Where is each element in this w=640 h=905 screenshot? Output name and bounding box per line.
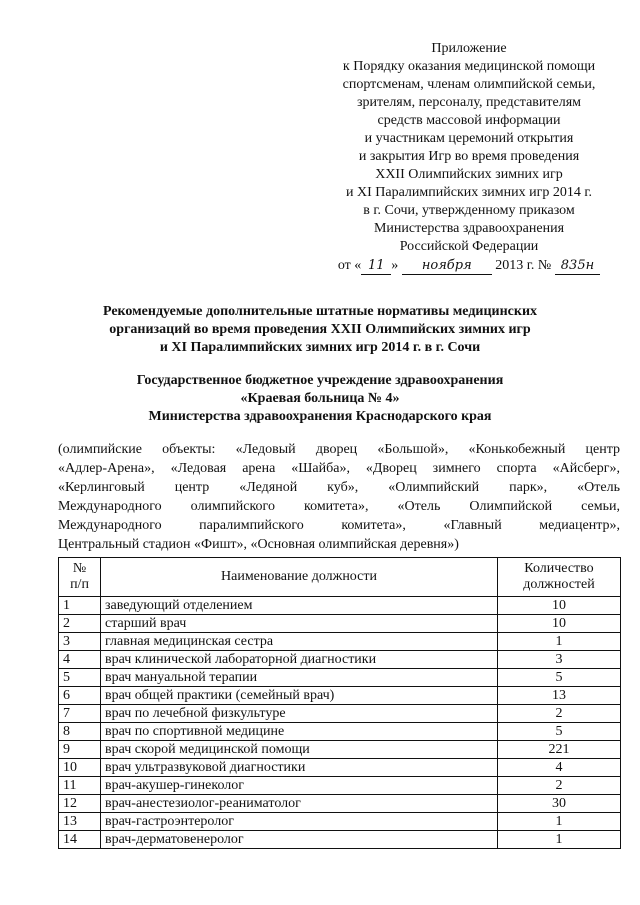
row-number: 12 [59,795,101,813]
table-row [59,741,621,759]
institution-line: «Краевая больница № 4» [240,391,400,406]
objects-line: «Керлинговый центр «Ледяной куб», «Олимпийский парк», «Отель [58,480,620,495]
table-row [59,597,621,615]
row-position-name: врач мануальной терапии [101,669,498,687]
order-reference [310,257,628,275]
appendix-line: и участникам церемоний открытия [364,131,574,146]
table-body [59,597,621,849]
olympic-objects-paragraph [58,440,620,554]
row-position-name: заведующий отделением [101,597,498,615]
title-line: организаций во время проведения XXII Олимпийских зимних игр [109,322,531,337]
appendix-line: Приложение [431,41,507,56]
row-quantity: 2 [498,777,621,795]
row-quantity: 1 [498,633,621,651]
row-quantity: 1 [498,813,621,831]
row-position-name: врач по спортивной медицине [101,723,498,741]
row-quantity: 221 [498,741,621,759]
table-row [59,651,621,669]
row-position-name: врач по лечебной физкультуре [101,705,498,723]
table-row [59,759,621,777]
row-position-name: врач скорой медицинской помощи [101,741,498,759]
order-year: 2013 г. № [491,258,555,273]
table-row [59,669,621,687]
row-quantity: 13 [498,687,621,705]
row-quantity: 1 [498,831,621,849]
appendix-line: и XI Паралимпийских зимних игр 2014 г. [345,185,592,200]
row-position-name: старший врач [101,615,498,633]
row-position-name: врач ультразвуковой диагностики [101,759,498,777]
institution-line: Государственное бюджетное учреждение здравоохранения [136,373,504,388]
appendix-line: Российской Федерации [399,239,539,254]
row-quantity: 10 [498,615,621,633]
row-number: 3 [59,633,101,651]
table-header [59,558,621,597]
row-number: 13 [59,813,101,831]
row-number: 1 [59,597,101,615]
row-quantity: 10 [498,597,621,615]
row-number: 11 [59,777,101,795]
row-quantity: 2 [498,705,621,723]
row-position-name: врач клинической лабораторной диагностики [101,651,498,669]
row-position-name: врач общей практики (семейный врач) [101,687,498,705]
row-position-name: врач-дерматовенеролог [101,831,498,849]
objects-line: Международного олимпийского комитета», «Отель Олимпийской семьи, [58,499,620,514]
order-month: ноября [402,258,492,275]
row-quantity: 5 [498,723,621,741]
header-quantity: Количество должностей [498,558,621,597]
table-row [59,795,621,813]
table-row [59,813,621,831]
institution-line: Министерства здравоохранения Краснодарского края [148,409,492,424]
row-position-name: врач-анестезиолог-реаниматолог [101,795,498,813]
institution-heading [20,372,620,426]
row-number: 10 [59,759,101,777]
staff-table [58,557,621,849]
table-row [59,633,621,651]
order-number: 835н [555,258,600,275]
row-quantity: 5 [498,669,621,687]
row-number: 2 [59,615,101,633]
row-position-name: врач-гастроэнтеролог [101,813,498,831]
row-number: 6 [59,687,101,705]
appendix-line: Министерства здравоохранения [373,221,565,236]
appendix-line: зрителям, персоналу, представителям [356,95,582,110]
objects-line: Международного паралимпийского комитета», «Главный медиацентр», [58,518,620,533]
row-quantity: 4 [498,759,621,777]
objects-line: (олимпийские объекты: «Ледовый дворец «Большой», «Конькобежный центр [58,442,620,457]
order-day: 11 [361,258,391,275]
row-number: 8 [59,723,101,741]
title-line: Рекомендуемые дополнительные штатные нормативы медицинских [102,304,538,319]
row-number: 7 [59,705,101,723]
row-quantity: 30 [498,795,621,813]
table-header-row [59,558,621,597]
order-prefix: от « [337,258,362,273]
table-row [59,831,621,849]
appendix-line: средств массовой информации [377,113,561,128]
table-row [59,705,621,723]
appendix-line: XXII Олимпийских зимних игр [375,167,563,182]
table-row [59,723,621,741]
objects-line: Центральный стадион «Фишт», «Основная олимпийская деревня») [58,537,459,552]
row-number: 14 [59,831,101,849]
order-mid: » [391,258,402,273]
row-number: 9 [59,741,101,759]
row-quantity: 3 [498,651,621,669]
row-number: 4 [59,651,101,669]
header-position-name: Наименование должности [101,558,498,597]
appendix-line: к Порядку оказания медицинской помощи [342,59,596,74]
row-position-name: главная медицинская сестра [101,633,498,651]
table-row [59,615,621,633]
row-position-name: врач-акушер-гинеколог [101,777,498,795]
title-line: и XI Паралимпийских зимних игр 2014 г. в г. Сочи [159,340,481,355]
row-number: 5 [59,669,101,687]
appendix-line: в г. Сочи, утвержденному приказом [363,203,575,218]
document-title [20,303,620,357]
appendix-line: и закрытия Игр во время проведения [358,149,580,164]
appendix-block [310,40,628,275]
header-number: № п/п [59,558,101,597]
table-row [59,687,621,705]
objects-line: «Адлер-Арена», «Ледовая арена «Шайба», «Дворец зимнего спорта «Айсберг», [58,461,620,476]
table-row [59,777,621,795]
appendix-line: спортсменам, членам олимпийской семьи, [342,77,596,92]
